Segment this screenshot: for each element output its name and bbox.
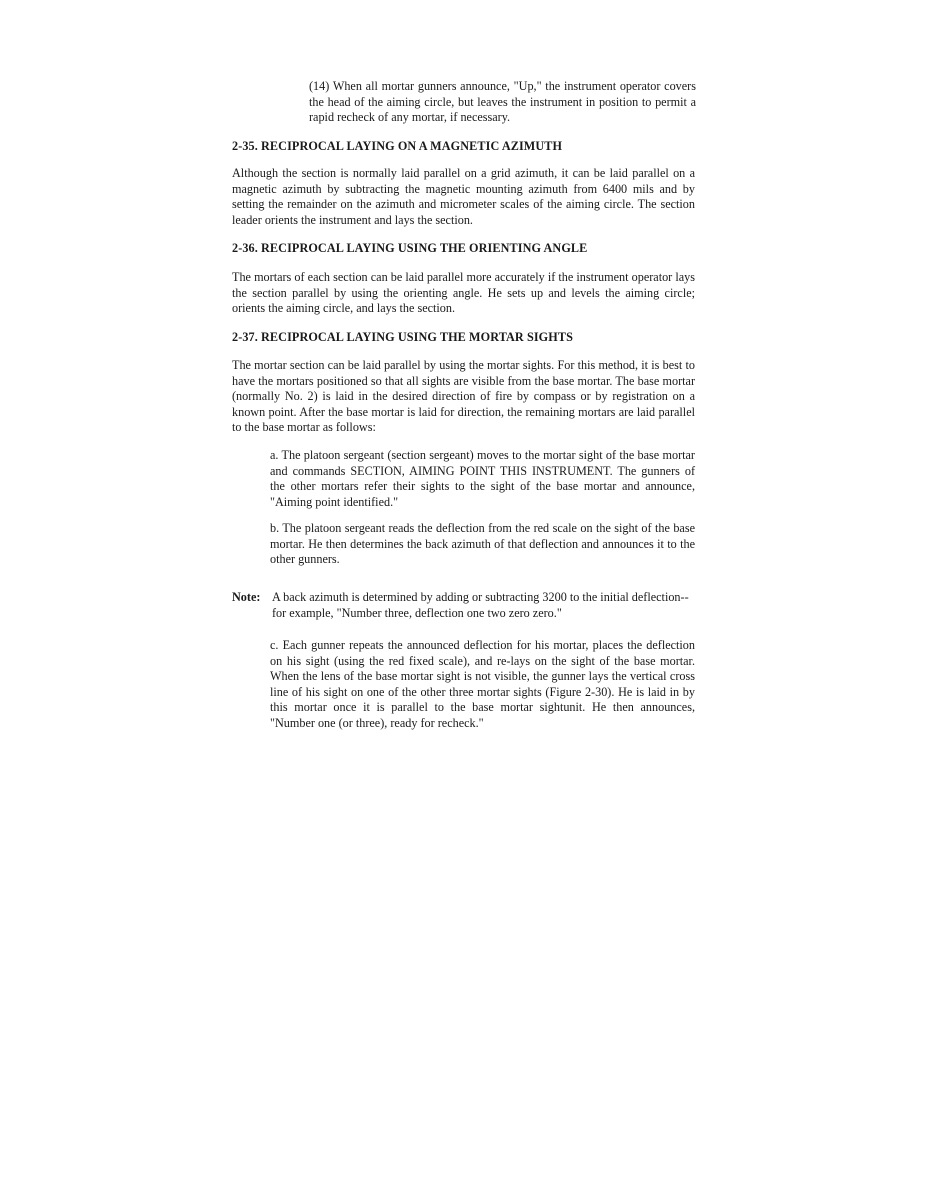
note-text: A back azimuth is determined by adding or subtracting 3200 to the initial deflection--for example, "Number three, deflection one two zero zero." <box>272 590 689 620</box>
section-heading-2-35: 2-35. RECIPROCAL LAYING ON A MAGNETIC AZIMUTH <box>232 139 563 153</box>
section-heading-2-36: 2-36. RECIPROCAL LAYING USING THE ORIENTING ANGLE <box>232 241 588 255</box>
note-label: Note: <box>232 590 261 604</box>
subparagraph-c: c. Each gunner repeats the announced deflection for his mortar, places the deflection on his sight (using the red fixed scale), and re-lays on the sight of the base mortar. When the lens of the base mortar sight is not visible, the gunner lays the vertical cross line of his sight on one of the other three mortar sights (Figure 2-30). He is laid in by this mortar once it is parallel to the base mortar sightunit. He then announces, "Number one (or three), ready for recheck." <box>270 638 695 730</box>
section-body-2-37: The mortar section can be laid parallel by using the mortar sights. For this method, it is best to have the mortars positioned so that all sights are visible from the base mortar. The base mortar (normally No. 2) is laid in the desired direction of fire by compass or by registration on a known point. After the base mortar is laid for direction, the remaining mortars are laid parallel to the base mortar as follows: <box>232 358 695 435</box>
section-body-2-36: The mortars of each section can be laid parallel more accurately if the instrument operator lays the section parallel by using the orienting angle. He sets up and levels the aiming circle; orients the aiming circle, and lays the section. <box>232 270 695 316</box>
section-heading-2-37: 2-37. RECIPROCAL LAYING USING THE MORTAR SIGHTS <box>232 330 573 344</box>
subparagraph-b: b. The platoon sergeant reads the deflection from the red scale on the sight of the base mortar. He then determines the back azimuth of that deflection and announces it to the other gunners. <box>270 521 695 567</box>
subparagraph-a: a. The platoon sergeant (section sergeant) moves to the mortar sight of the base mortar and commands SECTION, AIMING POINT THIS INSTRUMENT. The gunners of the other mortars refer their sights to the sight of the base mortar and announce, "Aiming point identified." <box>270 448 695 509</box>
step-14-paragraph: (14) When all mortar gunners announce, "Up," the instrument operator covers the head of the aiming circle, but leaves the instrument in position to permit a rapid recheck of any mortar, if necessary. <box>309 79 696 125</box>
section-body-2-35: Although the section is normally laid parallel on a grid azimuth, it can be laid parallel on a magnetic azimuth by subtracting the magnetic mounting azimuth from 6400 mils and by setting the remainder on the azimuth and micrometer scales of the aiming circle. The section leader orients the instrument and lays the section. <box>232 166 695 227</box>
